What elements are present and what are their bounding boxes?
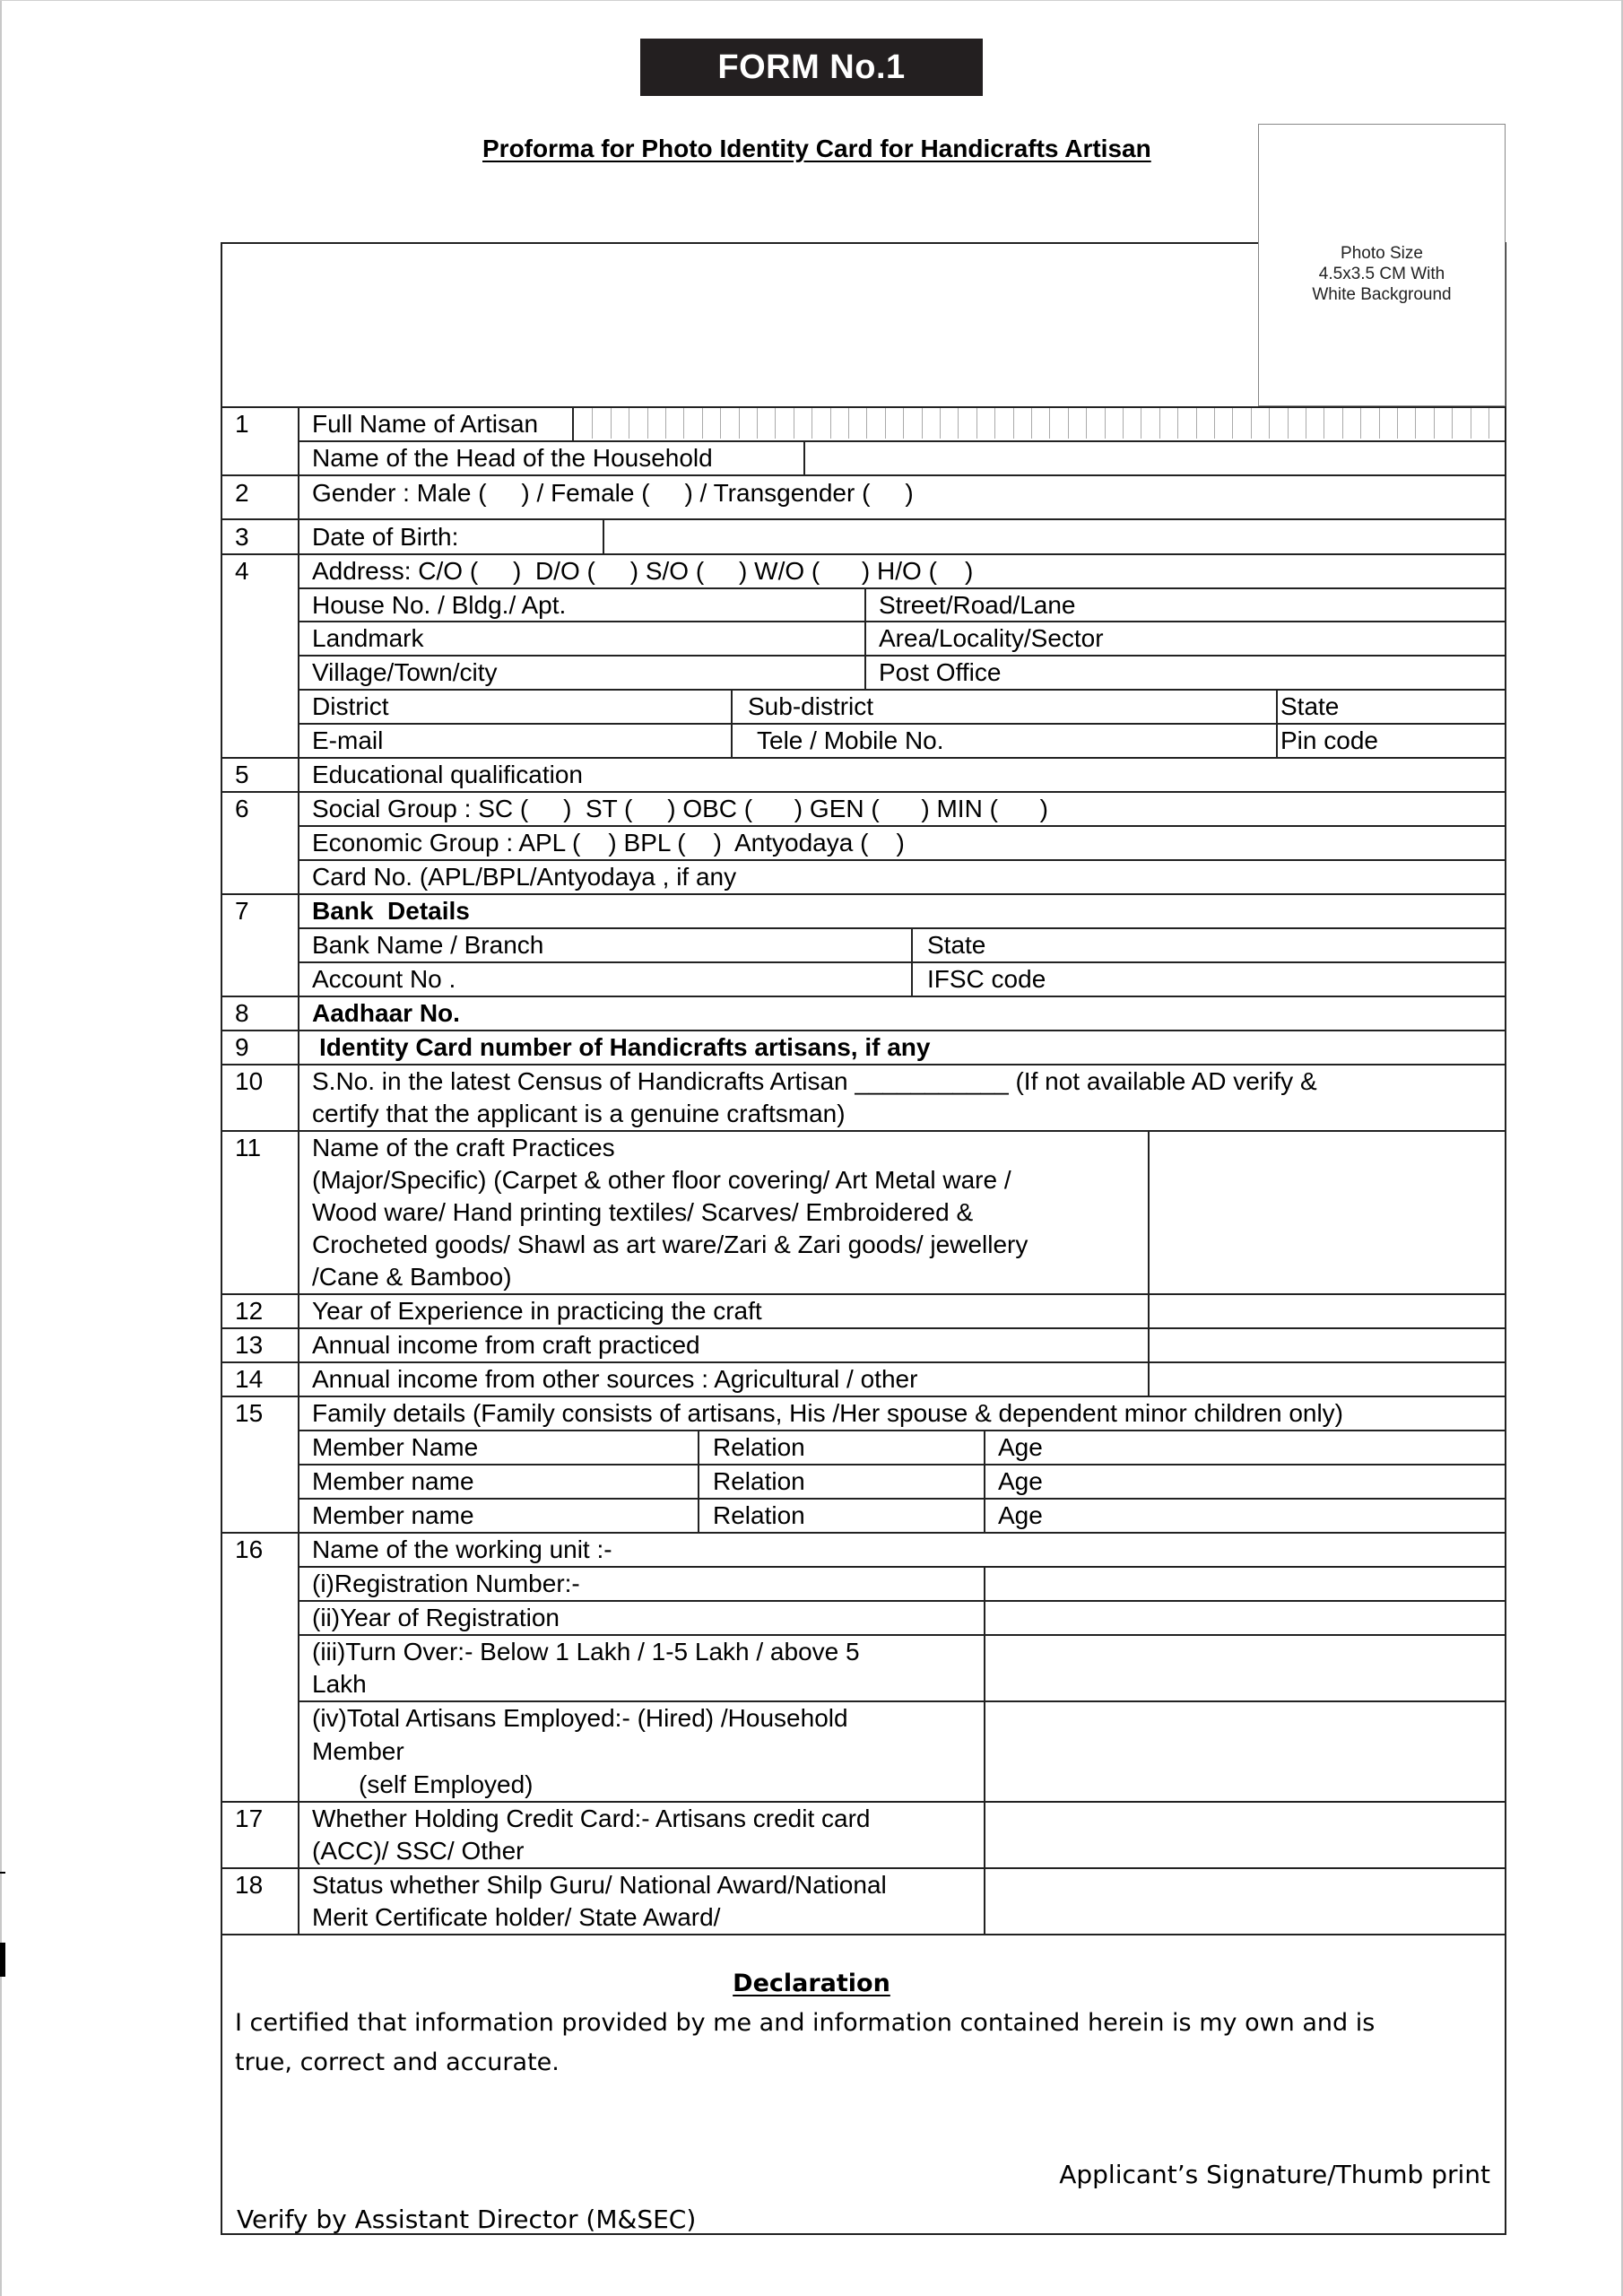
craft-practice-options: Crocheted goods/ Shawl as art ware/Zari & Zari goods/ jewellery — [312, 1231, 1028, 1258]
photo-dimensions: 4.5x3.5 CM With — [1318, 265, 1445, 283]
sub-district-label: Sub-district — [748, 692, 874, 720]
row-number: 9 — [235, 1033, 249, 1061]
row-number: 12 — [235, 1297, 264, 1325]
row-number: 1 — [235, 410, 249, 438]
rule — [299, 859, 1506, 861]
credit-card-options: (ACC)/ SSC/ Other — [312, 1837, 525, 1865]
rule — [221, 757, 1506, 759]
account-number-label: Account No . — [312, 965, 456, 993]
applicant-signature-label: Applicant’s Signature/Thumb print — [1059, 2160, 1490, 2189]
award-status-field[interactable] — [987, 1869, 1505, 1932]
char-box-divider — [848, 408, 849, 439]
craft-practice-field[interactable] — [1151, 1133, 1505, 1292]
house-label: House No. / Bldg./ Apt. — [312, 591, 567, 619]
rule — [221, 1934, 1506, 1935]
post-office-label: Post Office — [879, 658, 1002, 686]
scan-mark — [0, 1872, 5, 1874]
craft-practice-label: Name of the craft Practices — [312, 1134, 615, 1161]
bank-details-heading: Bank Details — [312, 897, 470, 925]
char-box-divider — [720, 408, 721, 439]
char-box-divider — [1342, 408, 1343, 439]
turnover-label-cont: Lakh — [312, 1670, 367, 1698]
char-box-divider — [1434, 408, 1435, 439]
address-relation-options[interactable]: Address: C/O ( ) D/O ( ) S/O ( ) W/O ( ) H/O ( ) — [312, 557, 974, 585]
rule — [299, 1430, 1506, 1431]
char-box-divider — [885, 408, 886, 439]
rule — [731, 689, 733, 757]
full-name-label: Full Name of Artisan — [312, 410, 539, 438]
page-edge-top — [0, 0, 1623, 1]
rule — [221, 1361, 1506, 1363]
rule — [221, 553, 1506, 555]
char-box-divider — [1049, 408, 1050, 439]
district-label: District — [312, 692, 389, 720]
char-box-divider — [866, 408, 867, 439]
award-status-options: Merit Certificate holder/ State Award/ — [312, 1903, 721, 1931]
bank-name-label: Bank Name / Branch — [312, 931, 544, 959]
economic-group-options[interactable]: Economic Group : APL ( ) BPL ( ) Antyodaya ( ) — [312, 829, 905, 857]
rule — [299, 621, 1506, 622]
photo-size-label: Photo Size — [1341, 244, 1423, 263]
char-box-divider — [1123, 408, 1124, 439]
id-card-number-label: Identity Card number of Handicrafts artisans, if any — [319, 1033, 931, 1061]
aadhaar-label: Aadhaar No. — [312, 999, 460, 1027]
row-number: 4 — [235, 557, 249, 585]
char-box-divider — [665, 408, 666, 439]
row-number: 5 — [235, 761, 249, 788]
declaration-text — [235, 2004, 1490, 2083]
row-number: 11 — [235, 1134, 262, 1161]
member-relation-label: Relation — [713, 1433, 805, 1461]
char-box-divider — [1013, 408, 1014, 439]
rule — [1276, 689, 1278, 757]
rule — [221, 1064, 1506, 1065]
char-box-divider — [739, 408, 740, 439]
char-box-divider — [1379, 408, 1380, 439]
registration-number-label: (i)Registration Number:- — [312, 1570, 580, 1597]
row-number: 7 — [235, 897, 249, 925]
row-number: 16 — [235, 1535, 264, 1563]
registration-number-field[interactable] — [987, 1568, 1505, 1598]
rule — [299, 927, 1506, 929]
member-name-label: Member Name — [312, 1433, 479, 1461]
declaration-line: true, correct and accurate. — [235, 2048, 560, 2076]
rule — [698, 1430, 699, 1532]
full-name-char-boxes[interactable] — [574, 408, 1505, 439]
char-box-divider — [1269, 408, 1270, 439]
photo-instructions — [1259, 243, 1505, 305]
photo-placeholder[interactable] — [1258, 124, 1506, 406]
craft-income-field[interactable] — [1151, 1329, 1505, 1360]
phone-label: Tele / Mobile No. — [757, 726, 944, 754]
rule — [221, 474, 1506, 476]
char-box-divider — [994, 408, 995, 439]
char-box-divider — [1452, 408, 1453, 439]
rule — [603, 518, 604, 553]
artisans-employed-field[interactable] — [987, 1702, 1505, 1799]
dob-field[interactable] — [606, 520, 1505, 552]
artisans-employed-label: (iv)Total Artisans Employed:- (Hired) /Household — [312, 1704, 848, 1732]
char-box-divider — [1415, 408, 1416, 439]
photo-background: White Background — [1312, 285, 1452, 304]
rule — [299, 1464, 1506, 1465]
member-relation-label: Relation — [713, 1501, 805, 1529]
rule — [299, 655, 1506, 657]
bank-state-label: State — [927, 931, 986, 959]
turnover-field[interactable] — [987, 1636, 1505, 1699]
char-box-divider — [647, 408, 648, 439]
member-relation-label: Relation — [713, 1467, 805, 1495]
row-number: 13 — [235, 1331, 264, 1359]
head-household-label: Name of the Head of the Household — [312, 444, 713, 472]
page-title: Proforma for Photo Identity Card for Handicrafts Artisan — [482, 135, 1151, 162]
head-household-field[interactable] — [807, 442, 1505, 473]
village-label: Village/Town/city — [312, 658, 498, 686]
working-unit-label: Name of the working unit :- — [312, 1535, 612, 1563]
award-status-label: Status whether Shilp Guru/ National Award/National — [312, 1871, 887, 1899]
rule — [299, 689, 1506, 691]
char-box-divider — [830, 408, 831, 439]
craft-practice-options: /Cane & Bamboo) — [312, 1263, 512, 1291]
street-label: Street/Road/Lane — [879, 591, 1076, 619]
row-number: 6 — [235, 795, 249, 822]
char-box-divider — [1196, 408, 1197, 439]
char-box-divider — [1232, 408, 1233, 439]
area-label: Area/Locality/Sector — [879, 624, 1104, 652]
rule — [221, 791, 1506, 793]
form-number-banner: FORM No.1 — [640, 39, 983, 96]
education-label: Educational qualification — [312, 761, 583, 788]
artisans-employed-label-note: (self Employed) — [359, 1770, 534, 1798]
char-box-divider — [1488, 408, 1489, 439]
char-box-divider — [775, 408, 776, 439]
row-number: 10 — [235, 1067, 264, 1095]
credit-card-field[interactable] — [987, 1803, 1505, 1866]
artisans-employed-label-cont: Member — [312, 1737, 404, 1765]
landmark-label: Landmark — [312, 624, 424, 652]
char-box-divider — [1214, 408, 1215, 439]
row-number: 15 — [235, 1399, 264, 1427]
char-box-divider — [903, 408, 904, 439]
member-age-label: Age — [998, 1467, 1043, 1495]
rule — [221, 893, 1506, 895]
dob-label: Date of Birth: — [312, 523, 459, 551]
email-label: E-mail — [312, 726, 384, 754]
char-box-divider — [592, 408, 593, 439]
char-box-divider — [1397, 408, 1398, 439]
other-income-label: Annual income from other sources : Agricultural / other — [312, 1365, 918, 1393]
census-sno-note: certify that the applicant is a genuine craftsman) — [312, 1100, 846, 1127]
rule — [221, 1396, 1506, 1397]
experience-field[interactable] — [1151, 1295, 1505, 1326]
char-box-divider — [1068, 408, 1069, 439]
char-box-divider — [940, 408, 941, 439]
char-box-divider — [1031, 408, 1032, 439]
rule — [1148, 1130, 1150, 1396]
rule — [221, 1130, 1506, 1132]
registration-year-field[interactable] — [987, 1602, 1505, 1632]
rule — [864, 587, 866, 689]
char-box-divider — [702, 408, 703, 439]
char-box-divider — [976, 408, 977, 439]
row-number: 2 — [235, 479, 249, 507]
ifsc-label: IFSC code — [927, 965, 1046, 993]
row-number: 8 — [235, 999, 249, 1027]
gender-options[interactable]: Gender : Male ( ) / Female ( ) / Transgender ( ) — [312, 479, 914, 507]
row-number: 18 — [235, 1871, 264, 1899]
char-box-divider — [1159, 408, 1160, 439]
census-sno-label: S.No. in the latest Census of Handicrafts Artisan ___________ (If not available AD verify & — [312, 1067, 1317, 1095]
char-box-divider — [757, 408, 758, 439]
member-name-label: Member name — [312, 1467, 474, 1495]
craft-practice-options: (Major/Specific) (Carpet & other floor covering/ Art Metal ware / — [312, 1166, 1011, 1194]
social-group-options[interactable]: Social Group : SC ( ) ST ( ) OBC ( ) GEN ( ) MIN ( ) — [312, 795, 1048, 822]
rule — [221, 996, 1506, 997]
rule — [299, 587, 1506, 589]
char-box-divider — [611, 408, 612, 439]
char-box-divider — [1086, 408, 1087, 439]
credit-card-label: Whether Holding Credit Card:- Artisans credit card — [312, 1805, 871, 1832]
member-age-label: Age — [998, 1433, 1043, 1461]
char-box-divider — [1177, 408, 1178, 439]
declaration-line: I certified that information provided by me and information contained herein is my own and is — [235, 2009, 1376, 2037]
member-name-label: Member name — [312, 1501, 474, 1529]
family-details-heading: Family details (Family consists of artisans, His /Her spouse & dependent minor children only) — [312, 1399, 1344, 1427]
card-number-label: Card No. (APL/BPL/Antyodaya , if any — [312, 863, 737, 891]
declaration-heading: Declaration — [733, 1970, 890, 1997]
rule — [984, 1566, 985, 1934]
rule — [221, 1030, 1506, 1031]
char-box-divider — [1251, 408, 1252, 439]
craft-practice-options: Wood ware/ Hand printing textiles/ Scarves/ Embroidered & — [312, 1198, 974, 1226]
char-box-divider — [683, 408, 684, 439]
registration-year-label: (ii)Year of Registration — [312, 1604, 560, 1631]
rule — [984, 1430, 985, 1532]
rule — [221, 1532, 1506, 1534]
char-box-divider — [958, 408, 959, 439]
rule — [803, 440, 805, 474]
rule — [298, 406, 299, 1934]
rule — [299, 1498, 1506, 1500]
rule — [299, 961, 1506, 963]
rule — [299, 825, 1506, 827]
turnover-label: (iii)Turn Over:- Below 1 Lakh / 1-5 Lakh / above 5 — [312, 1638, 860, 1665]
pin-code-label: Pin code — [1280, 726, 1378, 754]
char-box-divider — [1288, 408, 1289, 439]
rule — [299, 723, 1506, 725]
verify-by-ad-label: Verify by Assistant Director (M&SEC) — [237, 2205, 697, 2234]
row-number: 14 — [235, 1365, 264, 1393]
char-box-divider — [922, 408, 923, 439]
char-box-divider — [1105, 408, 1106, 439]
row-number: 17 — [235, 1805, 264, 1832]
char-box-divider — [1360, 408, 1361, 439]
craft-income-label: Annual income from craft practiced — [312, 1331, 700, 1359]
rule — [911, 927, 913, 996]
member-age-label: Age — [998, 1501, 1043, 1529]
row-number: 3 — [235, 523, 249, 551]
state-label: State — [1280, 692, 1340, 720]
experience-label: Year of Experience in practicing the craft — [312, 1297, 762, 1325]
